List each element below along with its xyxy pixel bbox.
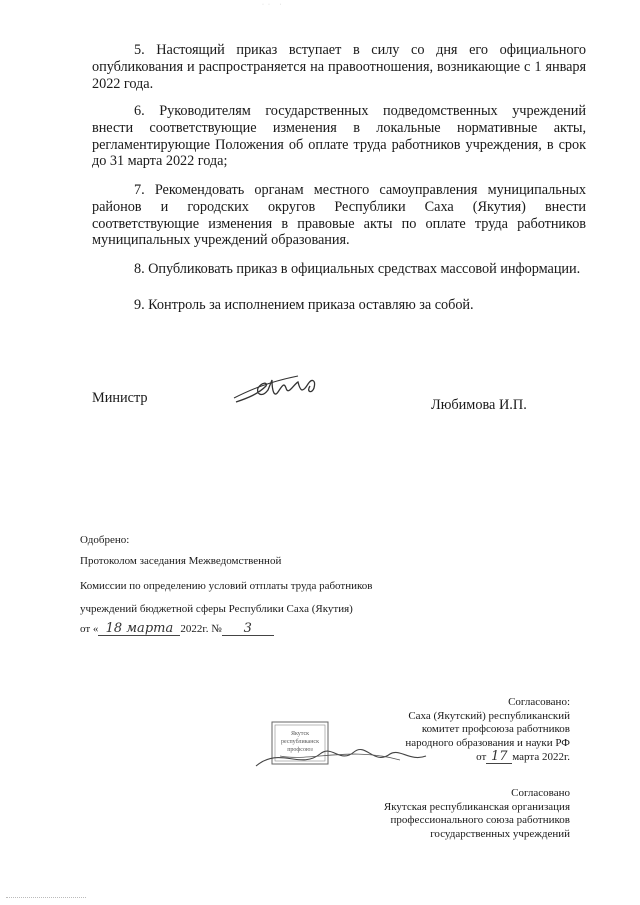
protocol-number-handwritten: 3 bbox=[222, 622, 274, 636]
paragraph-6: 6. Руководителям государственных подведомственных учреждений внести соответствующие изменения в локальные нормативные акты, регламентирующие Положения об оплате труда работников учреждения, в срок до 31 марта 2022 года; bbox=[92, 103, 586, 170]
approval-line-1: Протоколом заседания Межведомственной bbox=[80, 555, 282, 567]
agreement-label: Согласовано: bbox=[508, 696, 570, 708]
scan-artifact bbox=[6, 897, 86, 899]
agreement-line-2: профессионального союза работников bbox=[390, 814, 570, 826]
paragraph-7: 7. Рекомендовать органам местного самоуправления муниципальных районов и городских округов Республики Саха (Якутия) внести соответствующие изменения в правовые акты по оплате труда работников муниципальных учреждений образования. bbox=[92, 182, 586, 249]
agreement-label: Согласовано bbox=[511, 787, 570, 799]
agreement-date bbox=[405, 750, 570, 764]
approval-line-2: Комиссии по определению условий отплаты труда работников bbox=[80, 580, 373, 592]
agreement-line-3: народного образования и науки РФ bbox=[405, 736, 570, 749]
protocol-year: 2022г. № bbox=[180, 623, 222, 635]
stamp-lettering: Якутск республиканск профсоюз bbox=[281, 731, 319, 753]
agreement-state-union bbox=[384, 787, 570, 841]
scan-artifact: ·· · bbox=[262, 2, 286, 8]
signatory-name: Любимова И.П. bbox=[431, 397, 527, 413]
agreement-date-suffix: марта 2022г. bbox=[512, 750, 570, 763]
agreement-date-prefix: от bbox=[476, 750, 487, 763]
protocol-date-handwritten: 18 марта bbox=[98, 622, 180, 636]
agreement-line-1: Саха (Якутский) республиканский bbox=[408, 709, 570, 722]
handwritten-signature bbox=[228, 368, 328, 412]
agreement-education-union bbox=[405, 696, 570, 764]
approval-line-3: учреждений бюджетной сферы Республики Саха (Якутия) bbox=[80, 603, 353, 615]
approval-label: Одобрено: bbox=[80, 534, 130, 546]
agreement-line-1: Якутская республиканская организация bbox=[383, 800, 570, 813]
signatory-title: Министр bbox=[92, 390, 148, 406]
paragraph-9: 9. Контроль за исполнением приказа оставляю за собой. bbox=[134, 297, 474, 313]
agreement-line-3: государственных учреждений bbox=[430, 827, 570, 840]
paragraph-8: 8. Опубликовать приказ в официальных средствах массовой информации. bbox=[134, 261, 581, 277]
protocol-prefix: от « bbox=[80, 623, 99, 635]
agreement-day-handwritten: 17 bbox=[486, 750, 512, 764]
protocol-reference bbox=[80, 622, 274, 636]
paragraph-5: 5. Настоящий приказ вступает в силу со дня его официального опубликования и распространяется на правоотношения, возникающие с 1 января 2022 года. bbox=[92, 42, 586, 92]
agreement-line-2: комитет профсоюза работников bbox=[421, 723, 570, 735]
